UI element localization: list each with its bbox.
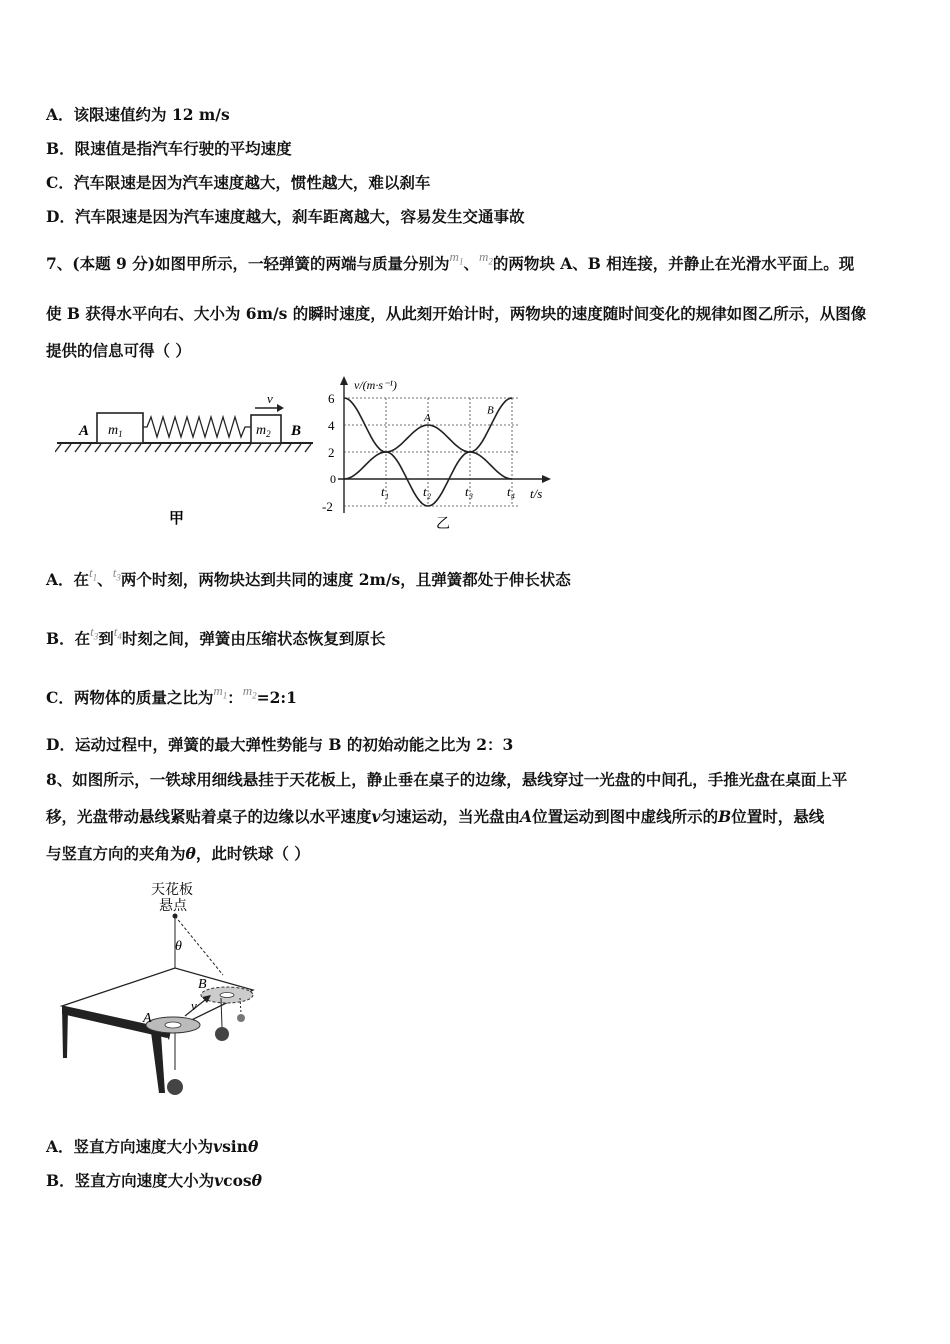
q8-stem-line2: 移，光盘带动悬线紧贴着桌子的边缘以水平速度v匀速运动，当光盘由A位置运动到图中虚线所示的B位置时，悬线 xyxy=(46,807,825,826)
velocity-label-q8: v xyxy=(191,998,197,1013)
origin-label: 0 xyxy=(330,472,336,486)
figure-yi-chart xyxy=(318,373,558,533)
y-tick-label: 6 xyxy=(328,391,335,406)
ceiling-label: 天花板 xyxy=(151,883,193,898)
y-tick-label: 4 xyxy=(328,418,335,433)
series-b-label: B xyxy=(487,404,494,417)
table-leg-left xyxy=(62,1006,68,1058)
y-tick-label: -2 xyxy=(322,499,333,514)
ball-b xyxy=(215,1027,229,1041)
figure-jia xyxy=(55,385,325,535)
ball-a xyxy=(167,1079,183,1095)
q6-option-a: A．该限速值约为 12 m/s xyxy=(46,105,230,124)
block-a-label: A xyxy=(79,423,90,439)
figure-jia-caption: 甲 xyxy=(169,511,185,527)
q8-option-a: A．竖直方向速度大小为vsinθ xyxy=(46,1137,259,1156)
q8-option-b: B．竖直方向速度大小为vcosθ xyxy=(46,1171,262,1190)
label-b: B xyxy=(198,977,207,992)
q7-option-d: D．运动过程中，弹簧的最大弹性势能与 B 的初始动能之比为 2：3 xyxy=(46,735,514,754)
block-b-label: B xyxy=(291,423,302,439)
q7-option-c: C．两物体的质量之比为$^{m_1}$：$^{m_2}$=2:1 xyxy=(46,683,297,707)
suspension-label: 悬点 xyxy=(159,899,187,914)
q7-option-a: A．在$^{t_1}$、$^{t_3}$两个时刻，两物块达到共同的速度 2m/s，且弹簧都处于伸长状态 xyxy=(46,565,571,589)
theta-label: θ xyxy=(175,939,182,954)
spring xyxy=(143,417,251,437)
x-tick-label: t₄ xyxy=(507,484,516,499)
q8-stem-line1: 8、如图所示，一铁球用细线悬挂于天花板上，静止垂在桌子的边缘，悬线穿过一光盘的中间孔，手推光盘在桌面上平 xyxy=(46,770,848,789)
q6-option-b: B．限速值是指汽车行驶的平均速度 xyxy=(46,139,292,158)
ball-b-shadow xyxy=(237,1014,245,1022)
velocity-arrowhead xyxy=(277,404,284,412)
q6-option-c: C．汽车限速是因为汽车速度越大，惯性越大，难以刹车 xyxy=(46,173,431,192)
q7-option-b: B．在$^{t_3}$到$^{t_4}$时刻之间，弹簧由压缩状态恢复到原长 xyxy=(46,624,386,648)
x-tick-label: t₃ xyxy=(465,484,474,499)
disc-b-hole xyxy=(220,993,234,998)
block-m1-label: $m_1$ xyxy=(108,423,123,439)
table-leg-front xyxy=(151,1032,165,1093)
figure-yi-caption: 乙 xyxy=(436,517,450,532)
x-tick-label: t₂ xyxy=(423,484,432,499)
q7-stem-line1: 7、(本题 9 分)如图甲所示，一轻弹簧的两端与质量分别为$^{m_1}$、$^{m_2}$的两物块 A、B 相连接，并静止在光滑水平面上。现 xyxy=(46,249,855,273)
sym-m1: m1 xyxy=(449,249,464,267)
ground-hatch xyxy=(55,444,311,452)
y-axis-arrow xyxy=(340,376,348,385)
tilted-string xyxy=(175,916,223,975)
figure-table-pendulum xyxy=(55,880,285,1105)
label-a: A xyxy=(143,1011,152,1026)
q6-option-d: D．汽车限速是因为汽车速度越大，刹车距离越大，容易发生交通事故 xyxy=(46,207,525,226)
disc-a-hole xyxy=(165,1022,181,1028)
y-axis-label: v/(m·s⁻¹) xyxy=(354,378,397,392)
y-tick-label: 2 xyxy=(328,445,335,460)
q7-stem-line2: 使 B 获得水平向右、大小为 6m/s 的瞬时速度，从此刻开始计时，两物块的速度随时间变化的规律如图乙所示，从图像 xyxy=(46,304,867,323)
q8-stem-line3: 与竖直方向的夹角为θ，此时铁球（ ） xyxy=(46,844,310,863)
x-axis-arrow xyxy=(542,475,551,483)
velocity-label: v xyxy=(267,391,273,406)
block-m2-label: $m_2$ xyxy=(256,423,271,439)
x-axis-label: t/s xyxy=(530,486,543,501)
q7-stem-line3: 提供的信息可得（ ） xyxy=(46,341,191,360)
sym-m2: m2 xyxy=(478,249,493,267)
x-tick-label: t₁ xyxy=(381,484,390,499)
series-a-label: A xyxy=(424,412,431,424)
